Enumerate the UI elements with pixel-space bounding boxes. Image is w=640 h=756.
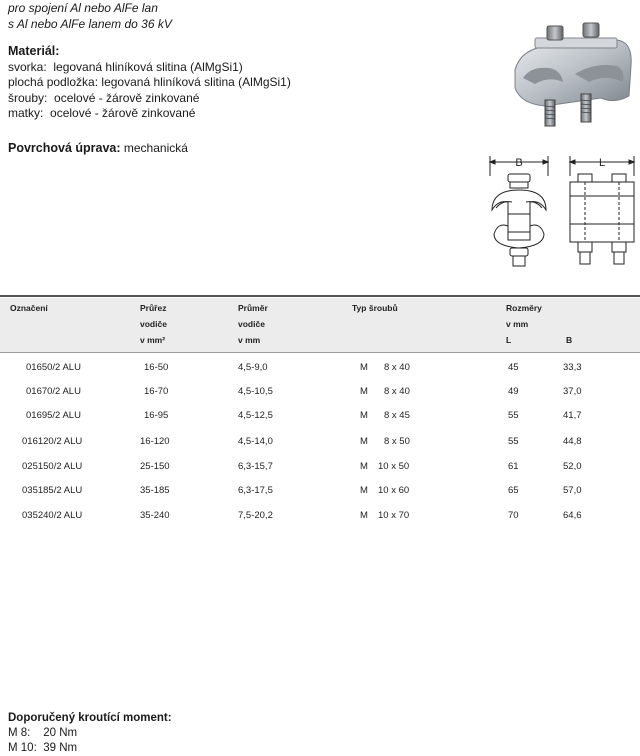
header-diameter-line: Průměr xyxy=(238,303,268,313)
cell-code: 035185/2 ALU xyxy=(22,485,83,496)
material-label: šrouby: xyxy=(8,90,48,105)
table-row xyxy=(0,432,640,456)
header-diameter-line: vodiče xyxy=(238,319,265,329)
header-screw-type: Typ šroubů xyxy=(352,303,398,313)
cell-code: 01650/2 ALU xyxy=(26,362,81,373)
drawing-side-view xyxy=(564,152,640,270)
cell-l: 70 xyxy=(508,510,519,521)
cell-screw: 8 x 50 xyxy=(384,436,410,447)
table-row xyxy=(0,358,640,382)
table-row xyxy=(0,506,640,530)
cell-m: M xyxy=(360,461,368,472)
cell-diameter: 6,3-15,7 xyxy=(238,461,273,472)
header-designation: Označení xyxy=(10,303,48,313)
cell-section: 16-50 xyxy=(144,362,169,373)
clamp-product-photo xyxy=(505,18,637,130)
cell-section: 35-240 xyxy=(140,510,170,521)
cell-code: 01670/2 ALU xyxy=(26,386,81,397)
cell-screw: 8 x 40 xyxy=(384,386,410,397)
header-cross-section-line: Průřez xyxy=(140,303,167,313)
header-cross-section xyxy=(140,300,167,348)
cell-b: 33,3 xyxy=(563,362,582,373)
cell-section: 16-120 xyxy=(140,436,170,447)
header-dim-l: L xyxy=(506,335,512,345)
cell-diameter: 4,5-12,5 xyxy=(238,410,273,421)
table-row xyxy=(0,457,640,481)
cell-l: 45 xyxy=(508,362,519,373)
surface-value: mechanická xyxy=(123,141,188,155)
header-dimensions-line: Rozměry xyxy=(506,303,542,313)
cell-screw: 10 x 50 xyxy=(378,461,410,472)
material-row xyxy=(8,75,291,91)
intro-text xyxy=(8,0,172,32)
drawing-label-l: L xyxy=(598,157,606,169)
cell-m: M xyxy=(360,386,368,397)
header-cross-section-line: vodiče xyxy=(140,319,167,329)
material-label: matky: xyxy=(8,106,44,120)
cell-m: M xyxy=(360,436,368,447)
cell-m: M xyxy=(360,485,368,496)
cell-l: 65 xyxy=(508,485,519,496)
material-row xyxy=(8,91,291,107)
cell-l: 49 xyxy=(508,386,519,397)
cell-diameter: 4,5-14,0 xyxy=(238,436,273,447)
material-value: ocelové - žárově zinkované xyxy=(54,90,200,105)
material-row xyxy=(8,106,291,122)
torque-value: 39 Nm xyxy=(43,742,78,754)
cell-screw: 10 x 70 xyxy=(378,510,410,521)
header-cross-section-line: v mm² xyxy=(140,335,166,345)
intro-line-1: pro spojení Al nebo AlFe lan xyxy=(8,1,158,15)
torque-heading: Doporučený kroutící moment: xyxy=(8,712,172,724)
table-row xyxy=(0,406,640,430)
header-diameter-line: v mm xyxy=(238,335,261,345)
cell-diameter: 6,3-17,5 xyxy=(238,485,273,496)
surface-section xyxy=(8,141,188,155)
table-row xyxy=(0,481,640,505)
material-value: legovaná hliníková slitina (AlMgSi1) xyxy=(101,75,291,89)
table-top-rule xyxy=(0,295,640,297)
cell-screw: 10 x 60 xyxy=(378,485,410,496)
material-row xyxy=(8,60,291,76)
material-section xyxy=(8,44,291,122)
surface-heading: Povrchová úprava: xyxy=(8,141,121,155)
cell-screw: 8 x 45 xyxy=(384,410,410,421)
torque-section xyxy=(8,711,172,756)
cell-l: 55 xyxy=(508,410,519,421)
cell-diameter: 4,5-10,5 xyxy=(238,386,273,397)
cell-m: M xyxy=(360,510,368,521)
cell-l: 61 xyxy=(508,461,519,472)
cell-code: 016120/2 ALU xyxy=(22,436,83,447)
material-value: ocelové - žárově zinkované xyxy=(50,106,196,120)
material-value: legovaná hliníková slitina (AlMgSi1) xyxy=(53,59,243,74)
header-diameter xyxy=(238,300,268,348)
header-dimensions-line: v mm xyxy=(506,319,529,329)
cell-b: 37,0 xyxy=(563,386,582,397)
drawing-front-view xyxy=(482,152,558,270)
torque-row xyxy=(8,741,172,756)
cell-screw: 8 x 40 xyxy=(384,362,410,373)
cell-code: 025150/2 ALU xyxy=(22,461,83,472)
drawing-label-b: B xyxy=(515,157,523,169)
header-dimensions xyxy=(506,300,542,332)
material-label: svorka: xyxy=(8,59,47,74)
table-header xyxy=(0,298,640,353)
cell-m: M xyxy=(360,410,368,421)
cell-m: M xyxy=(360,362,368,373)
material-heading: Materiál: xyxy=(8,44,60,58)
intro-line-2: s Al nebo AlFe lanem do 36 kV xyxy=(8,17,172,31)
torque-row xyxy=(8,726,172,741)
torque-label: M 10: xyxy=(8,742,37,754)
torque-value: 20 Nm xyxy=(43,727,78,739)
cell-b: 57,0 xyxy=(563,485,582,496)
cell-l: 55 xyxy=(508,436,519,447)
cell-code: 035240/2 ALU xyxy=(22,510,83,521)
cell-diameter: 4,5-9,0 xyxy=(238,362,268,373)
cell-section: 16-70 xyxy=(144,386,169,397)
cell-b: 41,7 xyxy=(563,410,582,421)
cell-code: 01695/2 ALU xyxy=(26,410,81,421)
cell-section: 16-95 xyxy=(144,410,169,421)
cell-b: 64,6 xyxy=(563,510,582,521)
torque-label: M 8: xyxy=(8,727,31,739)
cell-section: 25-150 xyxy=(140,461,170,472)
cell-b: 52,0 xyxy=(563,461,582,472)
material-label: plochá podložka: xyxy=(8,75,99,89)
cell-section: 35-185 xyxy=(140,485,170,496)
cell-b: 44,8 xyxy=(563,436,582,447)
cell-diameter: 7,5-20,2 xyxy=(238,510,273,521)
table-row xyxy=(0,382,640,406)
header-dim-b: B xyxy=(566,335,573,345)
